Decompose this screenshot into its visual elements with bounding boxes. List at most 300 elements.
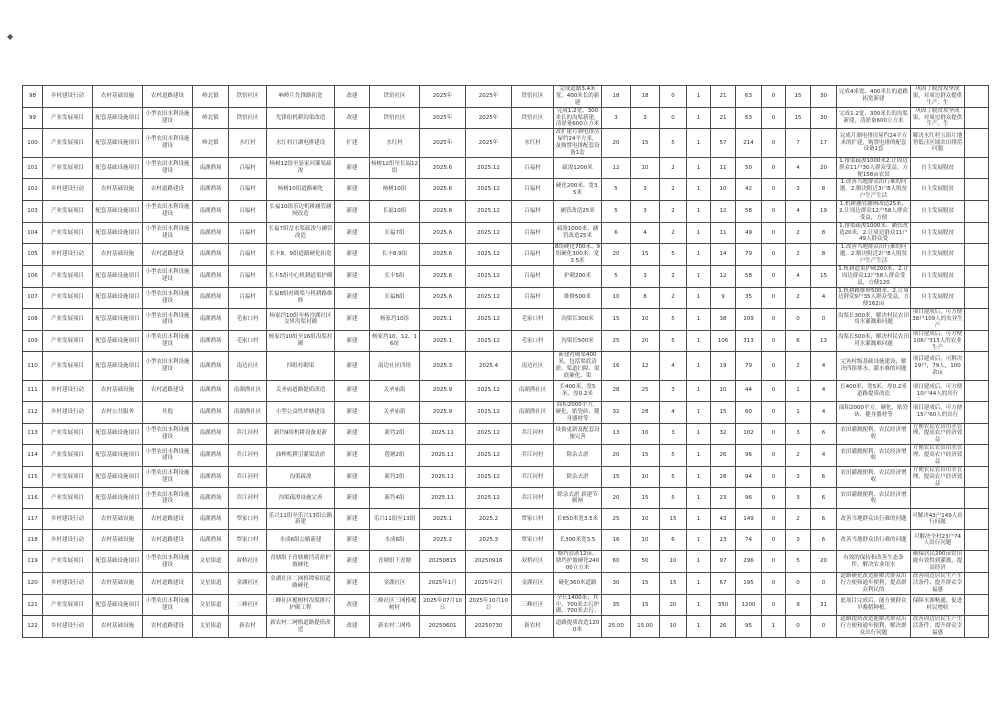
cell-town: 南湖渔场 — [193, 530, 229, 551]
cell-beneficiary: 双桥社区 — [512, 551, 554, 573]
cell-target: 面积2000平方，硬化、贴瓷砖、健身器材等 — [837, 401, 911, 423]
cell-target: 1.排渠疏浚1000米2.让周边群众11户30人群众受益，方便158亩农田 — [837, 157, 911, 179]
cell-type: 产业发展项目 — [43, 107, 93, 129]
cell-task: 疏浚1000米、涵管改造25米 — [554, 222, 602, 244]
cell-n6: 214 — [736, 129, 762, 158]
cell-no: 120 — [23, 573, 43, 595]
cell-n5: 9 — [711, 287, 736, 309]
cell-n2: 10 — [631, 309, 660, 331]
cell-project_name: 油榨机耕引灌渠清淤 — [267, 445, 335, 467]
cell-village: 新农村 — [229, 616, 267, 638]
cell-n1: 35 — [602, 594, 631, 616]
cell-subcategory: 小型农田水利设施建设 — [143, 201, 193, 223]
cell-n7: 0 — [762, 401, 786, 423]
cell-type: 产业发展项目 — [43, 330, 93, 352]
cell-n3: 5 — [660, 445, 687, 467]
cell-town: 岭北镇 — [193, 107, 229, 129]
cell-village: 百福村 — [229, 265, 267, 287]
cell-start: 2025.2 — [420, 530, 466, 551]
cell-n4: 1 — [687, 179, 711, 201]
cell-village: 乔江河村 — [229, 488, 267, 509]
cell-category: 配套基础设施项目 — [93, 157, 143, 179]
cell-town: 南湖渔场 — [193, 401, 229, 423]
table-row — [23, 594, 989, 616]
cell-n9: 4 — [811, 445, 837, 467]
cell-n9: 4 — [811, 380, 837, 401]
cell-location: 铁窑社区 — [370, 107, 420, 129]
cell-effect: 自主发展脱贫 — [911, 244, 965, 266]
table-row — [23, 445, 989, 467]
cell-n9: 31 — [811, 594, 837, 616]
cell-build_nature: 新建 — [335, 530, 370, 551]
cell-task: 道路提质改造1200米 — [554, 616, 602, 638]
cell-task: 涵管改造25米 — [554, 201, 602, 223]
cell-town: 南湖渔场 — [193, 466, 229, 488]
cell-n8: 15 — [786, 86, 811, 108]
cell-location: 新垱4组 — [370, 488, 420, 509]
cell-n3: 10 — [660, 616, 687, 638]
cell-n9: 19 — [811, 201, 837, 223]
cell-subcategory: 农村道路建设 — [143, 380, 193, 401]
cell-build_nature: 新建 — [335, 157, 370, 179]
cell-n3: 5 — [660, 129, 687, 158]
cell-n6: 60 — [736, 401, 762, 423]
cell-location: 长丰5组 — [370, 265, 420, 287]
cell-start: 2025年 — [420, 129, 466, 158]
cell-n3: 2 — [660, 157, 687, 179]
cell-n4: 1 — [687, 488, 711, 509]
cell-no: 121 — [23, 594, 43, 616]
cell-effect: 自主发展脱贫 — [911, 265, 965, 287]
cell-note — [965, 380, 989, 401]
cell-beneficiary: 南湖渔社区 — [512, 401, 554, 423]
cell-location: 三峰社区三网格栀树村 — [370, 594, 420, 616]
cell-no: 114 — [23, 445, 43, 467]
cell-note — [965, 445, 989, 467]
cell-end: 2025.12 — [466, 201, 512, 223]
cell-task: 塘垱清淤12亩、塘垱护坡硬化24000立方米 — [554, 551, 602, 573]
cell-category: 配套基础设施项目 — [93, 445, 143, 467]
cell-type: 乡村建设行动 — [43, 616, 93, 638]
cell-location: 杨树12组至长福12组 — [370, 157, 420, 179]
cell-n4: 1 — [687, 466, 711, 488]
cell-n6: 96 — [736, 445, 762, 467]
cell-no: 117 — [23, 509, 43, 530]
cell-n2: 3 — [631, 107, 660, 129]
cell-n6: 58 — [736, 201, 762, 223]
cell-end: 20250730 — [466, 616, 512, 638]
table-row — [23, 309, 989, 331]
cell-n1: 13 — [602, 423, 631, 445]
table-row — [23, 509, 989, 530]
table-row — [23, 423, 989, 445]
cell-end: 2025.12 — [466, 244, 512, 266]
cell-n4: 1 — [687, 157, 711, 179]
table-row — [23, 466, 989, 488]
cell-n7: 0 — [762, 352, 786, 381]
cell-n3: 5 — [660, 330, 687, 352]
cell-n4: 1 — [687, 445, 711, 467]
cell-village: 百福村 — [229, 201, 267, 223]
cell-task: 沟渠长500米 — [554, 330, 602, 352]
cell-n5: 23 — [711, 530, 736, 551]
cell-effect: 项目建成后，可解决19户，79人，100余亩 — [911, 352, 965, 381]
cell-n5: 15 — [711, 401, 736, 423]
cell-n5: 43 — [711, 509, 736, 530]
cell-category: 农村基础设施 — [93, 86, 143, 108]
cell-village: 乔江河村 — [229, 423, 267, 445]
cell-n6: 35 — [736, 287, 762, 309]
cell-n6: 313 — [736, 330, 762, 352]
cell-build_nature: 新建 — [335, 179, 370, 201]
cell-n6: 63 — [736, 86, 762, 108]
cell-n3: 0 — [660, 107, 687, 129]
cell-n5: 28 — [711, 466, 736, 488]
cell-end: 2025.12 — [466, 287, 512, 309]
cell-build_nature: 新建 — [335, 380, 370, 401]
cell-effect: 自主发展脱贫 — [911, 287, 965, 309]
cell-build_nature: 新建 — [335, 309, 370, 331]
cell-subcategory: 小型农田水利设施建设 — [143, 466, 193, 488]
cell-town: 文星街道 — [193, 573, 229, 595]
cell-category: 农村基础设施 — [93, 573, 143, 595]
cell-n8: 3 — [786, 466, 811, 488]
cell-n5: 26 — [711, 616, 736, 638]
cell-n9: 0 — [811, 309, 837, 331]
cell-n5: 12 — [711, 201, 736, 223]
cell-n7: 0 — [762, 157, 786, 179]
cell-project_name: 杨家垱10组至16组沟渠衬砌 — [267, 330, 335, 352]
cell-n1: 20 — [602, 129, 631, 158]
cell-category: 配套基础设施项目 — [93, 423, 143, 445]
cell-n5: 11 — [711, 157, 736, 179]
cell-n3: 3 — [660, 423, 687, 445]
cell-beneficiary: 百福村 — [512, 244, 554, 266]
cell-n4: 1 — [687, 86, 711, 108]
table-row — [23, 222, 989, 244]
cell-n4: 1 — [687, 530, 711, 551]
cell-n1: 60 — [602, 551, 631, 573]
cell-n1: 10 — [602, 287, 631, 309]
cell-project_name: 长福7组岔水渠疏浚与涵管改造 — [267, 222, 335, 244]
cell-n1: 5 — [602, 201, 631, 223]
cell-subcategory: 小型农田水利设施建设 — [143, 287, 193, 309]
cell-type: 产业发展项目 — [43, 157, 93, 179]
cell-start: 2025.6 — [420, 157, 466, 179]
cell-n5: 350 — [711, 594, 736, 616]
cell-target: 农田灌溉便利、农民经济增收 — [837, 445, 911, 467]
cell-category: 配套基础设施项目 — [93, 352, 143, 381]
cell-end: 2025.12 — [466, 380, 512, 401]
cell-n9: 6 — [811, 466, 837, 488]
cell-category: 配套基础设施项目 — [93, 201, 143, 223]
cell-build_nature: 新建 — [335, 509, 370, 530]
cell-end: 2025.12 — [466, 330, 512, 352]
cell-note — [965, 352, 989, 381]
cell-n7: 0 — [762, 222, 786, 244]
cell-task: 设备更新及配套设施完善 — [554, 423, 602, 445]
cell-end: 2025年10月10日 — [466, 594, 512, 616]
cell-task: 除杂去淤 — [554, 466, 602, 488]
cell-n1: 32 — [602, 401, 631, 423]
cell-n1: 16 — [602, 352, 631, 381]
cell-n3: 10 — [660, 551, 687, 573]
cell-location: 关圣庙街 — [370, 380, 420, 401]
cell-effect: 改善周边居民生产生活条件、提升群众幸福感 — [911, 573, 965, 595]
cell-end: 2025年 — [466, 107, 512, 129]
cell-start: 2025年 — [420, 107, 466, 129]
cell-task: 8组硬化700米、9组硬化300米、宽3.5米 — [555, 244, 600, 264]
cell-project_name: 乐兴11组至乐兴13组公路新建 — [267, 509, 335, 530]
cell-n1: 3 — [602, 107, 631, 129]
cell-category: 农村基础设施 — [93, 244, 143, 266]
cell-n1: 28 — [602, 380, 631, 401]
cell-note — [965, 594, 989, 616]
cell-target: 1.机耕道渠护砌200米，2.让周边群众12户58人群众受益，方便120 — [838, 265, 909, 286]
cell-beneficiary: 南湖渔社区 — [512, 380, 554, 401]
cell-n8: 2 — [786, 244, 811, 266]
cell-n1: 15 — [602, 309, 631, 331]
cell-start: 20250815 — [420, 551, 466, 573]
cell-note — [965, 488, 989, 509]
cell-task: 除杂去淤 新建节制闸 — [554, 488, 602, 509]
table-row — [23, 244, 989, 266]
cell-end: 2025.12 — [466, 157, 512, 179]
cell-project_name: 响岭片先锋路拓宽 — [267, 86, 335, 108]
cell-no: 110 — [23, 352, 43, 381]
table-row — [23, 157, 989, 179]
cell-effect: 解决水红村五组片地势低洼区域农田排涝问题 — [911, 129, 965, 158]
cell-n8: 3 — [786, 179, 811, 201]
cell-type: 乡村建设行动 — [43, 179, 93, 201]
table-row — [23, 401, 989, 423]
cell-n2: 15 — [631, 445, 660, 467]
cell-village: 百福村 — [229, 222, 267, 244]
cell-n3: 15 — [660, 573, 687, 595]
cell-n2: 3 — [631, 179, 660, 201]
cell-beneficiary: 百福村 — [512, 201, 554, 223]
cell-n5: 21 — [711, 107, 736, 129]
cell-target: 沟渠长300米，解决村民农田用水灌溉难问题 — [837, 309, 911, 331]
cell-n6: 58 — [736, 265, 762, 287]
cell-n8: 2 — [786, 222, 811, 244]
cell-location: 青塘组下青塘 — [370, 551, 420, 573]
cell-n6: 42 — [736, 179, 762, 201]
cell-target: 完成1.2宽、300米长的沟渠新建，清淤量600立方米 — [837, 107, 911, 129]
cell-target: 1.改善当地群众出行难的问题。2.解决附近2户8人脱贫户生产生活 — [837, 244, 911, 266]
cell-town: 岭北镇 — [193, 86, 229, 108]
cell-n3: 5 — [660, 309, 687, 331]
cell-location: 杨家垱10、12、16组 — [370, 330, 420, 352]
cell-no: 111 — [23, 380, 43, 401]
cell-n7: 0 — [762, 265, 786, 287]
cell-subcategory: 小型农田水利设施建设 — [143, 129, 193, 158]
cell-location: 水成6组 — [370, 530, 420, 551]
cell-effect: 改善周边居民生产生活条件、提升群众幸福感 — [911, 616, 965, 638]
cell-village: 铁窑社区 — [229, 86, 267, 108]
cell-n9: 0 — [811, 616, 837, 638]
cell-no: 115 — [23, 466, 43, 488]
cell-type: 产业发展项目 — [43, 445, 93, 467]
cell-no: 104 — [23, 222, 43, 244]
table-row — [23, 530, 989, 551]
cell-town: 南湖渔场 — [193, 157, 229, 179]
cell-effect: 自主发展脱贫 — [911, 201, 965, 223]
cell-n1: 20 — [602, 488, 631, 509]
cell-task: 硬化200米、宽3.5米 — [554, 179, 602, 201]
cell-town: 南湖渔场 — [193, 509, 229, 530]
cell-no: 100 — [23, 129, 43, 158]
cell-start: 2025.3 — [420, 352, 466, 381]
cell-no: 108 — [23, 309, 43, 331]
cell-n7: 0 — [762, 129, 786, 158]
cell-n8: 4 — [786, 265, 811, 287]
cell-n4: 1 — [687, 616, 711, 638]
cell-n5: 32 — [711, 423, 736, 445]
cell-task: 护砌200米 — [554, 265, 602, 287]
cell-type: 产业发展项目 — [43, 287, 93, 309]
cell-village: 三峰社区 — [229, 594, 267, 616]
cell-type: 产业发展项目 — [43, 594, 93, 616]
cell-n5: 19 — [711, 352, 736, 381]
cell-end: 2025.12 — [466, 445, 512, 467]
cell-n5: 23 — [711, 488, 736, 509]
cell-target: 有效的保持和改善生态条件、解决农业用水 — [837, 551, 911, 573]
cell-task: 硬化360米道路 — [554, 573, 602, 595]
cell-beneficiary: 乔江河村 — [512, 423, 554, 445]
cell-n9: 4 — [811, 287, 837, 309]
cell-note — [965, 309, 989, 331]
cell-end: 2025.2 — [466, 509, 512, 530]
cell-n5: 14 — [711, 244, 736, 266]
cell-start: 2025.6 — [420, 287, 466, 309]
cell-village: 百福村 — [229, 179, 267, 201]
cell-effect: 巩固了脱贫攻坚成果，对周边群众提供生产、生 — [911, 86, 965, 108]
cell-effect: 可解决全村23户74人出行问题 — [911, 530, 965, 551]
cell-no: 116 — [23, 488, 43, 509]
cell-project_name: 杨树10组道路硬化 — [267, 179, 335, 201]
cell-n8: 1 — [786, 380, 811, 401]
cell-n5: 10 — [711, 380, 736, 401]
cell-build_nature: 新建 — [335, 551, 370, 573]
cell-village: 水红村 — [229, 129, 267, 158]
cell-town: 南湖渔场 — [193, 265, 229, 287]
cell-town: 南湖渔场 — [193, 309, 229, 331]
cell-town: 南湖渔场 — [193, 380, 229, 401]
cell-build_nature: 新建 — [335, 352, 370, 381]
cell-town: 南湖渔场 — [193, 423, 229, 445]
cell-n2: 15 — [631, 573, 660, 595]
cell-n6: 79 — [736, 352, 762, 381]
cell-build_nature: 新建 — [335, 222, 370, 244]
cell-n6: 50 — [736, 157, 762, 179]
cell-effect: 项目建成后，可方便106户313人的农业生产 — [911, 330, 965, 352]
cell-task: 疏浚1200米 — [554, 157, 602, 179]
cell-n4: 1 — [687, 509, 711, 530]
cell-no: 109 — [23, 330, 43, 352]
cell-n5: 11 — [711, 222, 736, 244]
cell-project_name: 三峰社区栀树村沟渠排污护砌工程 — [267, 594, 335, 616]
cell-village: 覃家口村 — [229, 530, 267, 551]
cell-subcategory: 小型农田水利设施建设 — [143, 445, 193, 467]
cell-location: 杨家垱10组 — [370, 309, 420, 331]
cell-type: 产业发展项目 — [43, 129, 93, 158]
cell-start: 2025.1 — [420, 509, 466, 530]
cell-category: 配套基础设施项目 — [93, 594, 143, 616]
cell-beneficiary: 金湖社区 — [512, 573, 554, 595]
cell-target: 1.机耕路维修500米。2.让周边群众9户35人群众受益，方便162亩 — [838, 287, 909, 308]
cell-note — [965, 423, 989, 445]
cell-n8: 0 — [786, 616, 811, 638]
cell-note — [965, 129, 989, 158]
cell-n9: 17 — [811, 129, 837, 158]
table-row — [23, 86, 989, 108]
cell-category: 农村基础设施 — [93, 380, 143, 401]
cell-n9: 6 — [811, 509, 837, 530]
cell-n7: 0 — [762, 573, 786, 595]
cell-town: 南湖渔场 — [193, 179, 229, 201]
cell-n4: 1 — [687, 401, 711, 423]
cell-n6: 149 — [736, 509, 762, 530]
table-row — [23, 573, 989, 595]
cell-n4: 1 — [687, 551, 711, 573]
cell-n3: 3 — [660, 380, 687, 401]
cell-end: 2025.12 — [466, 265, 512, 287]
cell-task: 除杂去淤 — [554, 445, 602, 467]
cell-effect: 可解决43户149人出行问题 — [911, 509, 965, 530]
cell-n8: 15 — [786, 107, 811, 129]
cell-end: 2025年2月 — [466, 573, 512, 595]
cell-target: 1.机耕涵管涵闸改造25米，2.让周边群众12户58人群众受益，方便 — [837, 201, 911, 223]
cell-location: 新垱2组 — [370, 466, 420, 488]
cell-target: 1.改善当地群众出行难的问题。2.解决附近3户8人脱贫户生产生活 — [837, 179, 911, 201]
cell-n3: 20 — [660, 594, 687, 616]
cell-note — [965, 330, 989, 352]
cell-type: 产业发展项目 — [43, 309, 93, 331]
cell-target: 农田灌溉便利、农民经济增收 — [837, 466, 911, 488]
cell-n2: 20 — [631, 330, 660, 352]
cell-target: 道路提质改造能解决群众出行方便和通车便利，解决群众出行问题 — [837, 616, 911, 638]
cell-note — [965, 265, 989, 287]
table-row — [23, 287, 989, 309]
cell-note — [965, 530, 989, 551]
cell-n3: 5 — [660, 488, 687, 509]
cell-note — [965, 244, 989, 266]
cell-beneficiary: 百福村 — [512, 287, 554, 309]
cell-note — [965, 616, 989, 638]
cell-n9: 8 — [811, 179, 837, 201]
cell-n8: 4 — [786, 157, 811, 179]
cell-note — [965, 222, 989, 244]
cell-n4: 1 — [687, 222, 711, 244]
cell-note — [965, 466, 989, 488]
cell-n8: 9 — [786, 594, 811, 616]
cell-n2: 15 — [631, 594, 660, 616]
cell-build_nature: 新建 — [335, 201, 370, 223]
cell-beneficiary: 铁窑社区 — [512, 107, 554, 129]
cell-n7: 0 — [762, 244, 786, 266]
cell-no: 105 — [23, 244, 43, 266]
cell-n8: 5 — [786, 551, 811, 573]
cell-type: 乡村建设行动 — [43, 573, 93, 595]
cell-n5: 67 — [711, 573, 736, 595]
cell-village: 金湖社区 — [229, 573, 267, 595]
cell-start: 2025.9 — [420, 401, 466, 423]
cell-build_nature: 新建 — [335, 466, 370, 488]
cell-n3: 6 — [660, 530, 687, 551]
cell-category: 农村基础设施 — [93, 616, 143, 638]
cell-effect: 自主发展脱贫 — [911, 179, 965, 201]
